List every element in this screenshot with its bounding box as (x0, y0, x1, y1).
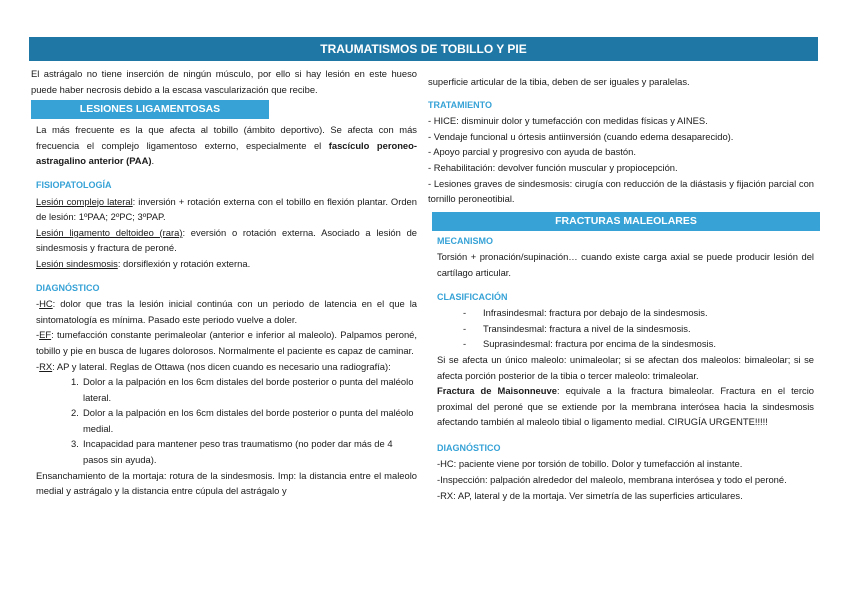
continuation-paragraph: superficie articular de la tibia, deben de ser iguales y paralelas. (428, 76, 690, 87)
heading-mecanismo: MECANISMO (437, 235, 493, 246)
clasificacion-item: - Transindesmal: fractura a nivel de la sindesmosis. (463, 322, 691, 334)
fisio-item: Lesión sindesmosis: dorsiflexión y rotación externa. (36, 257, 251, 269)
diag-rx: -RX: AP y lateral. Reglas de Ottawa (nos dicen cuando es necesario una radiografía): (36, 360, 391, 372)
diag-fracturas-list (437, 456, 814, 503)
clasificacion-list (437, 305, 814, 352)
diag-hc: -HC: dolor que tras la lesión inicial continúa con un periodo de latencia en el que la sintomatología es mínima. Pasado este periodo vuelve a doler. (36, 298, 417, 325)
tratamiento-item: - Vendaje funcional u órtesis antiinversión (cuando edema desaparecido). (428, 130, 734, 142)
fisio-item: Lesión complejo lateral: inversión + rotación externa con el tobillo en flexión plantar. Orden de lesión: 1ºPAA; 2ºPC; 3ºPAP. (36, 195, 417, 223)
diag-list (31, 296, 417, 374)
heading-fisiopatologia: FISIOPATOLOGÍA (36, 179, 112, 190)
ottawa-item: 3. Incapacidad para mantener peso tras traumatismo (no poder dar más de 4 pasos sin ayuda). (71, 438, 393, 466)
intro-paragraph: El astrágalo no tiene inserción de ningún músculo, por ello si hay lesión en este hueso puede haber necrosis debido a la escasa vascularización que recibe. (31, 68, 417, 95)
ottawa-item: 2. Dolor a la palpación en los 6cm distales del borde posterior o punta del maléolo medial. (71, 407, 414, 434)
maisonneuve-paragraph: Fractura de Maisonneuve: equivale a la fractura bimaleolar. Fractura en el tercio proximal del peroné que se extiende por la membrana interósea hacia la sindesmosis afectando también al maleolo tibial o ligamento medial. CIRUGÍA URGENTE!!!!! (437, 385, 815, 428)
heading-tratamiento: TRATAMIENTO (428, 99, 492, 110)
diag-fracturas-item: -Inspección: palpación alrededor del maleolo, membrana interósea y todo el peroné. (437, 474, 787, 486)
heading-diagnostico: DIAGNÓSTICO (36, 282, 100, 293)
mecanismo-paragraph: Torsión + pronación/supinación… cuando existe carga axial se puede producir lesión del cartílago articular. (437, 251, 814, 278)
section-tag-fracturas: FRACTURAS MALEOLARES (432, 212, 820, 231)
tratamiento-item: - Lesiones graves de sindesmosis: cirugía con reducción de la diástasis y fijación parcial con tornillo peroneotibial. (428, 177, 814, 205)
heading-clasificacion: CLASIFICACIÓN (437, 291, 508, 302)
ottawa-list (31, 374, 417, 468)
tratamiento-list (428, 113, 814, 207)
page-title: TRAUMATISMOS DE TOBILLO Y PIE (29, 37, 818, 61)
fracturas-section (428, 234, 814, 504)
ottawa-item: 1. Dolor a la palpación en los 6cm distales del borde posterior o punta del maléolo lateral. (71, 376, 414, 403)
clasificacion-item: - Suprasindesmal: fractura por encima de la sindesmosis. (463, 338, 716, 350)
tratamiento-item: - HICE: disminuir dolor y tumefacción con medidas físicas y AINES. (428, 115, 708, 127)
right-column (428, 74, 814, 503)
section-tag-lesiones: LESIONES LIGAMENTOSAS (31, 100, 269, 119)
clasificacion-paragraph: Si se afecta un único maleolo: unimaleolar; si se afectan dos maleolos: bimaleolar; si se afecta porción posterior de la tibia o tercer maleolo: trimaleolar. (437, 353, 814, 381)
ensanchamiento-paragraph: Ensanchamiento de la mortaja: rotura de la sindesmosis. Imp: la distancia entre el maleolo medial y astrágalo y la distancia entre cúpula del astrágalo y (36, 469, 417, 497)
diag-fracturas-item: -HC: paciente viene por torsión de tobillo. Dolor y tumefacción al instante. (437, 458, 743, 470)
fisio-list (31, 194, 417, 272)
lesiones-paragraph: La más frecuente es la que afecta al tobillo (ámbito deportivo). Se afecta con más frecuencia el complejo ligamentoso externo, especialmente el fascículo peroneo-astragalino anterior (PAA). (36, 124, 417, 167)
diag-ef: -EF: tumefacción constante perimaleolar (anterior e inferior al maleolo). Palpamos peroné, tobillo y pie en busca de lugares dolorosos. Normalmente el paciente es capaz de caminar. (36, 329, 417, 356)
tratamiento-item: - Apoyo parcial y progresivo con ayuda de bastón. (428, 146, 636, 158)
heading-diagnostico-fracturas: DIAGNÓSTICO (437, 442, 501, 453)
tratamiento-item: - Rehabilitación: devolver función muscular y propiocepción. (428, 161, 678, 173)
diag-fracturas-item: -RX: AP, lateral y de la mortaja. Ver simetría de las superficies articulares. (437, 489, 743, 501)
clasificacion-item: - Infrasindesmal: fractura por debajo de la sindesmosis. (463, 307, 708, 319)
fisio-item: Lesión ligamento deltoideo (rara): eversión o rotación externa. Asociado a lesión de sindesmosis y fractura de peroné. (36, 226, 417, 254)
left-column (31, 66, 417, 499)
